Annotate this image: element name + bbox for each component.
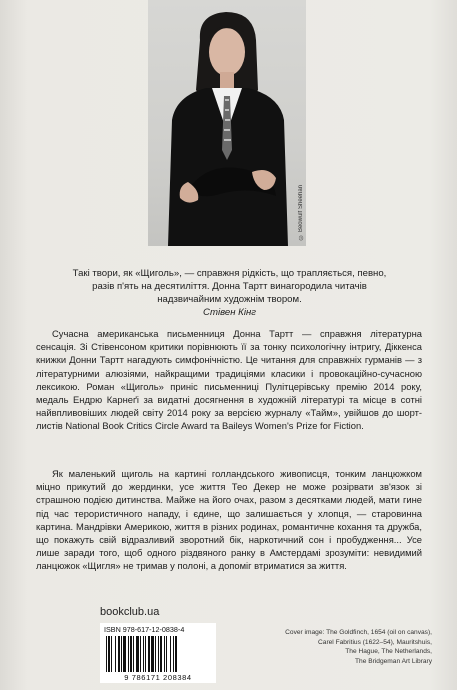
quote-line: разів п'ять на десятиліття. Донна Тартт винагородила читачів xyxy=(92,281,367,292)
author-photo xyxy=(148,0,306,246)
quote-line: надзвичайним художнім твором. xyxy=(157,294,302,305)
description-paragraph: Сучасна американська письменниця Донна Тартт — справжня літературна сенсація. Зі Стівенсоном критики порівнюють її за тонку психологічну інтригу, Діккенса книжки Донни Тартт нагадують симфонічністю. Це читання для справжніх гурманів — з літературними алюзіями, найкращими традиціями класики і провокаційно-сучасною лексикою. Роман «Щиголь» приніс письменниці Пулітцерівську премію 2014 року, медаль Ендрю Карнеґі за видатні досягнення в художній літературі та місце в сотні найвпливовіших людей світу 2014 року за версією журналу «Тайм», увійшов до шорт-листів National Book Critics Circle Award та Baileys Women's Prize for Fiction. xyxy=(36,328,422,432)
quote-line: Такі твори, як «Щиголь», — справжня рідкість, що трапляється, певно, xyxy=(72,268,387,279)
isbn-number: ISBN 978-617-12-0838-4 xyxy=(104,625,185,634)
credit-line: The Hague, The Netherlands, xyxy=(345,648,432,656)
blurb-quote xyxy=(52,267,407,319)
credit-line: Cover image: The Goldfinch, 1654 (oil on canvas), xyxy=(285,629,432,636)
quote-author: Стівен Кінг xyxy=(203,307,256,318)
barcode-digits: 9 786171 208384 xyxy=(124,673,192,682)
cover-image-credit xyxy=(232,628,432,666)
barcode-icon xyxy=(106,636,210,672)
description-paragraph: Як маленький щиголь на картині голландського живописця, тонким ланцюжком міцно прикутий до жердинки, усе життя Тео Декер не може розірвати зв'язок зі страшною подією дитинства. Майже на його очах, разом з десятками людей, мати гине під час терористичного нападу, і єдине, що залишається у хлопця, — старовинна картина. Мандрівки Америкою, життя в різних родинах, романтичне кохання та дружба, що покажуть свій відразливий зворотний бік, наркотичний сон і пробудження... Усе лише заради того, щоб одного різдвяного ранку в Амстердамі зрозуміти: невидимий ланцюжок «Щигля» не тримав у полоні, а допоміг втриматися за життя. xyxy=(36,468,422,572)
credit-line: Carel Fabritius (1622–54), Mauritshuis, xyxy=(318,638,432,646)
barcode-block xyxy=(100,623,216,683)
credit-line: The Bridgeman Art Library xyxy=(355,657,432,665)
publisher-website: bookclub.ua xyxy=(100,606,160,618)
author-portrait-illustration xyxy=(148,0,306,246)
photo-credit: © Beowulf Sheehan xyxy=(298,185,304,240)
